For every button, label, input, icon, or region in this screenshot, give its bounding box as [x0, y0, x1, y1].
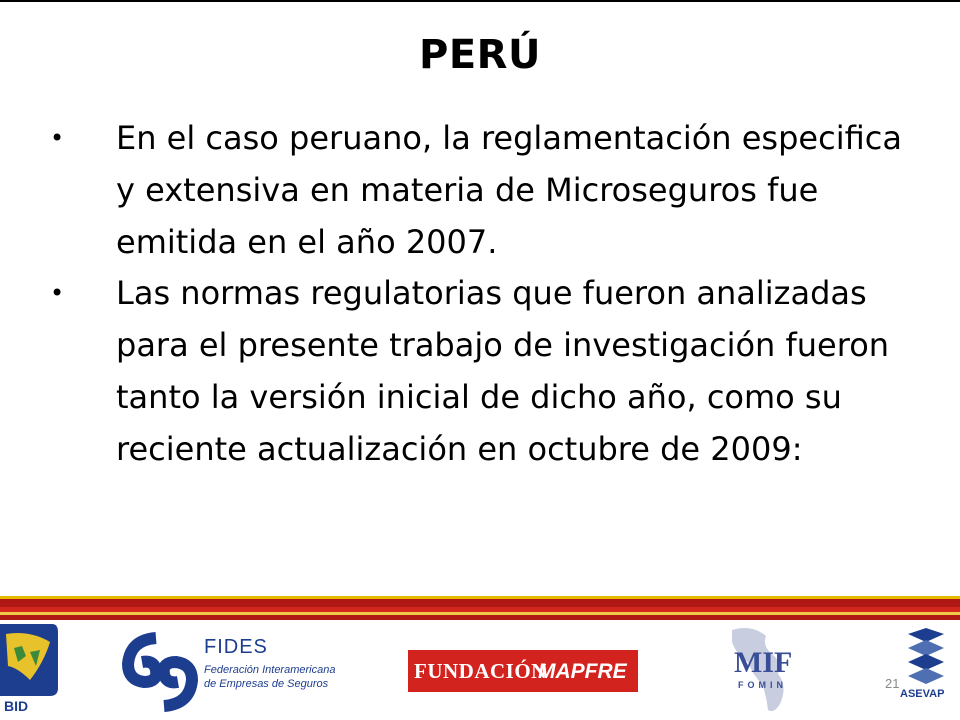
page-number: 21 [885, 676, 900, 691]
bid-label: BID [4, 698, 29, 714]
decorative-band [0, 596, 960, 620]
fides-subtitle-line2: de Empresas de Seguros [204, 678, 329, 690]
fundacion-mapfre-logo [408, 650, 638, 692]
mapfre-part1: FUNDACIÓN [414, 659, 547, 683]
bullet-marker: • [50, 124, 65, 152]
bullet-item [0, 267, 960, 527]
bullet-item [0, 112, 960, 267]
mapfre-part2: MAPFRE [538, 660, 627, 683]
fides-symbol-icon [120, 632, 200, 712]
bid-logo [0, 622, 60, 718]
asevap-label: ASEVAP [900, 688, 945, 700]
bullet-marker: • [50, 279, 65, 307]
bid-emblem-icon [0, 622, 60, 698]
bullet-list [0, 112, 960, 527]
mif-name: MIF [734, 646, 793, 679]
bullet-text: En el caso peruano, la reglamentación especifica y extensiva en materia de Microseguros fue emitida en el año 2007. [116, 119, 902, 261]
fides-logo [120, 632, 360, 712]
mif-subtitle: FOMIN [738, 680, 787, 690]
asevap-emblem-icon [896, 626, 956, 686]
mif-logo [722, 624, 812, 716]
fides-subtitle-line1: Federación Interamericana [204, 664, 336, 676]
fides-name: FIDES [204, 636, 268, 658]
bullet-text: Las normas regulatorias que fueron analizadas para el presente trabajo de investigación fueron tanto la versión inicial de dicho año, como su reciente actualización en octubre de 2009: [116, 274, 890, 468]
asevap-logo [896, 626, 956, 718]
top-rule [0, 0, 960, 2]
footer-logos [0, 620, 960, 720]
slide-title: PERÚ [419, 32, 541, 78]
